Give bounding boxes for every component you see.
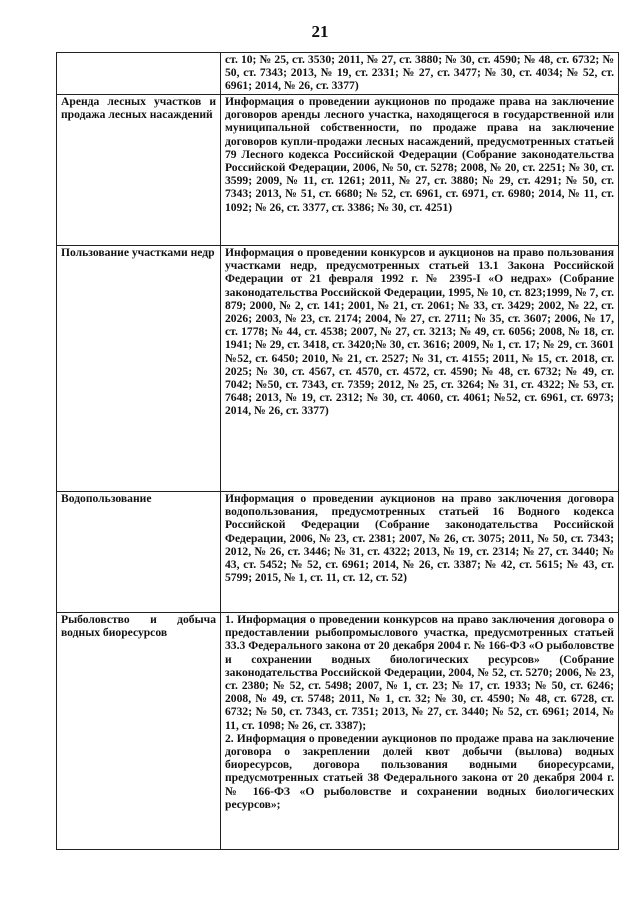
table-row <box>57 613 619 850</box>
activity-cell: Рыболовство и добыча водных биоресурсов <box>57 613 221 850</box>
info-cell: ст. 10; № 25, ст. 3530; 2011, № 27, ст. 3880; № 30, ст. 4590; № 48, ст. 6732; № 50, ст. 7343; 2013, № 19, ст. 2331; № 27, ст. 3477; № 30, ст. 4034; № 52, ст. 6961; 2014, № 26, ст. 3377) <box>221 53 619 95</box>
info-cell: Информация о проведении аукционов по продаже права на заключение договоров аренды лесного участка, находящегося в государственной или муниципальной собственности, по продаже права на заключение договоров купли-продажи лесных насаждений, предусмотренных статьей 79 Лесного кодекса Российской Федерации (Собрание законодательства Российской Федерации, 2006, № 50, ст. 5278; 2008, № 20, ст. 2251; № 30, ст. 3599; 2009, № 11, ст. 1261; 2011, № 27, ст. 3880; № 29, ст. 4291; № 50, ст. 7343; 2013, № 51, ст. 6680; № 52, ст. 6961, ст. 6971, ст. 6980; 2014, № 11, ст. 1092; № 26, ст. 3377, ст. 3386; № 30, ст. 4251) <box>221 95 619 246</box>
activity-cell: Пользование участками недр <box>57 246 221 492</box>
table-row <box>57 53 619 95</box>
list-item: 2. Информация о проведении аукционов по продаже права на заключение договора о закреплении долей квот добычи (вылова) водных биоресурсов, договора пользования водными биоресурсами, предусмотренных статьей 38 Федерального закона от 20 декабря 2004 г. № 166-ФЗ «О рыболовстве и сохранении водных биологических ресурсов»; <box>225 731 614 811</box>
activity-cell <box>57 53 221 95</box>
info-cell: Информация о проведении аукционов на право заключения договора водопользования, предусмотренных статьей 16 Водного кодекса Российской Федерации (Собрание законодательства Российской Федерации, 2006, № 23, ст. 2381; 2007, № 26, ст. 3075; 2011, № 50, ст. 7343; 2012, № 26, ст. 3446; № 31, ст. 4322; 2013, № 19, ст. 2314; № 27, ст. 3440; № 43, ст. 5452; № 52, ст. 6961; 2014, № 26, ст. 3387; № 42, ст. 5615; № 43, ст. 5799; 2015, № 1, ст. 11, ст. 12, ст. 52) <box>221 492 619 613</box>
table-row <box>57 492 619 613</box>
legal-info-table <box>56 52 619 850</box>
table-row <box>57 95 619 246</box>
page-number: 21 <box>311 22 329 41</box>
info-cell <box>221 613 619 850</box>
activity-cell: Аренда лесных участков и продажа лесных насаждений <box>57 95 221 246</box>
info-cell: Информация о проведении конкурсов и аукционов на право пользования участками недр, предусмотренных статьей 13.1 Закона Российской Федерации от 21 февраля 1992 г. № 2395-I «О недрах» (Собрание законодательства Российской Федерации, 1995, № 10, ст. 823;1999, № 7, ст. 879; 2000, № 2, ст. 141; 2001, № 21, ст. 2061; № 33, ст. 3429; 2002, № 22, ст. 2026; 2003, № 23, ст. 2174; 2004, № 27, ст. 2711; № 35, ст. 3607; 2006, № 17, ст. 1778; № 44, ст. 4538; 2007, № 27, ст. 3213; № 49, ст. 6056; 2008, № 18, ст. 1941; № 29, ст. 3418, ст. 3420;№ 30, ст. 3616; 2009, № 1, ст. 17; № 29, ст. 3601 №52, ст. 6450; 2010, № 21, ст. 2527; № 31, ст. 4155; 2011, № 15, ст. 2018, ст. 2025; № 30, ст. 4567, ст. 4570, ст. 4572, ст. 4590; № 48, ст. 6732; № 49, ст. 7042; №50, ст. 7343, ст. 7359; 2012, № 25, ст. 3264; № 31, ст. 4322; № 53, ст. 7648; 2013, № 19, ст. 2312; № 30, ст. 4060, ст. 4061; №52, ст. 6961, ст. 6973; 2014, № 26, ст. 3377) <box>221 246 619 492</box>
table-row <box>57 246 619 492</box>
list-item: 1. Информация о проведении конкурсов на право заключения договора о предоставлении рыбопромыслового участка, предусмотренных статьей 33.3 Федерального закона от 20 декабря 2004 г. № 166-ФЗ «О рыболовстве и сохранении водных биологических ресурсов» (Собрание законодательства Российской Федерации, 2004, № 52, ст. 5270; 2006, № 23, ст. 2380; № 52, ст. 5498; 2007, № 1, ст. 23; № 17, ст. 1933; № 50, ст. 6246; 2008, № 49, ст. 5748; 2011, № 1, ст. 32; № 30, ст. 4590; № 48, ст. 6728, ст. 6732; № 50, ст. 7343, ст. 7351; 2013, № 27, ст. 3440; № 52, ст. 6961; 2014, № 11, ст. 1098; № 26, ст. 3387); <box>225 613 614 732</box>
activity-cell: Водопользование <box>57 492 221 613</box>
